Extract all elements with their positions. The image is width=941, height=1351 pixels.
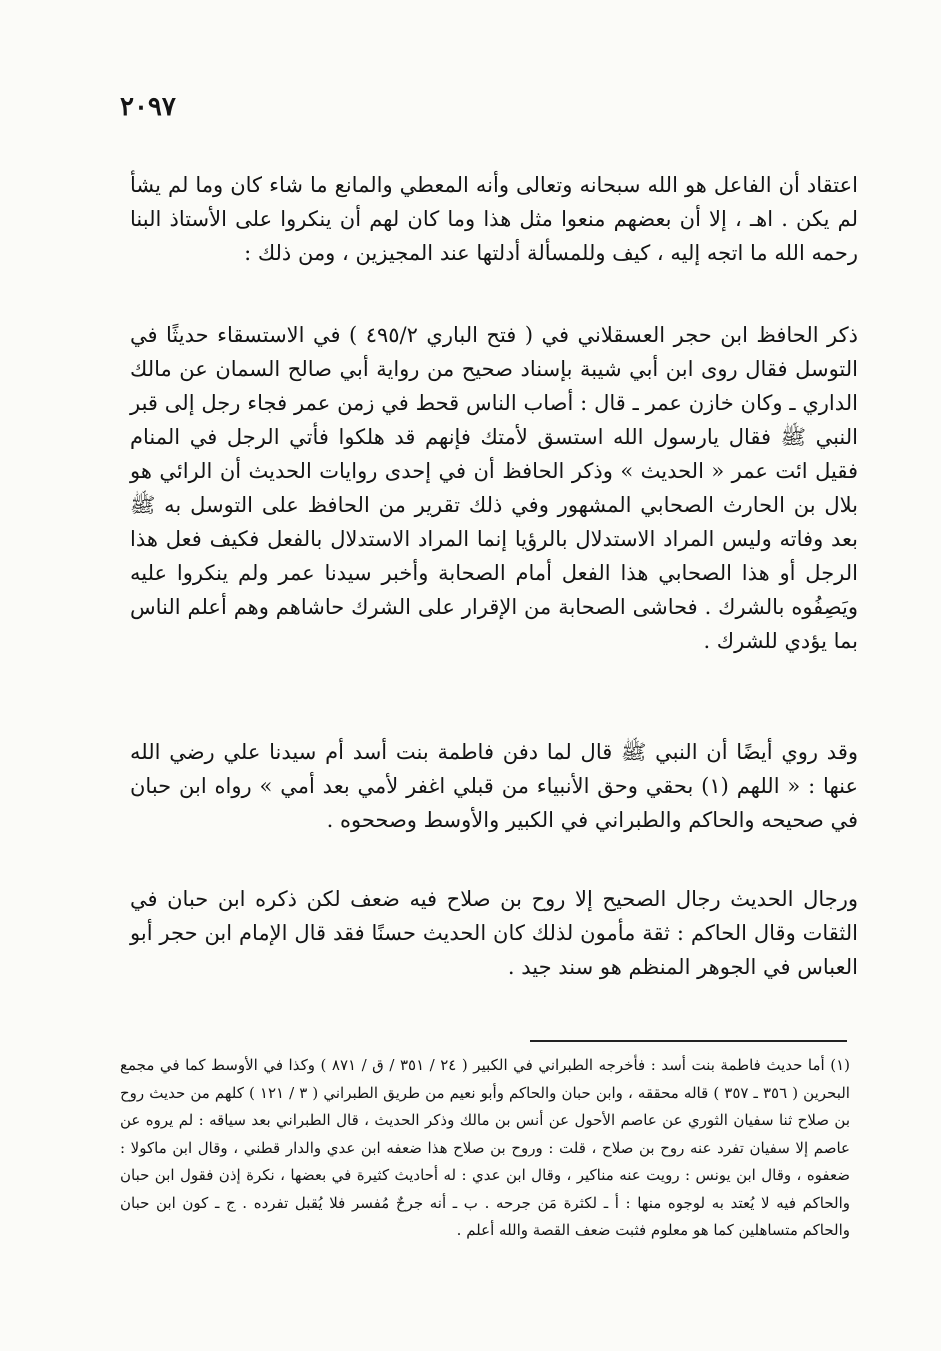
footnote-text: (١) أما حديث فاطمة بنت أسد : فأخرجه الطبراني في الكبير ( ٢٤ / ٣٥١ / ق / ٨٧١ ) وكذا في الأوسط كما في مجمع البحرين ( ٣٥٦ ـ ٣٥٧ ) قاله محققه ، وابن حبان والحاكم وأبو نعيم من طريق الطبراني ( ٣ / ١٢١ ) كلهم من حديث روح بن صلاح ثنا سفيان الثوري عن عاصم الأحول عن أنس بن مالك وذكر الحديث ، قال الطبراني بعد سياقه : لم يروه عن عاصم إلا سفيان تفرد عنه روح بن صلاح ، قلت : وروح بن صلاح هذا ضعفه ابن عدي والدار قطني ، وقال ابن ماكولا : ضعفوه ، وقال ابن يونس : رويت عنه مناكير ، وقال ابن عدي : له أحاديث كثيرة في بعضها ، نكرة إذن فقول ابن حبان والحاكم فيه لا يُعتد به لوجوه منها : أ ـ لكثرة مَن جرحه . ب ـ أنه جرحٌ مُفسر فلا يُقبل تفرده . ج ـ كون ابن حبان والحاكم متساهلين كما هو معلوم فثبت ضعف القصة والله أعلم . (120, 1056, 851, 1239)
page-number: ٢٠٩٧ (120, 92, 176, 122)
body-paragraph-4 (130, 882, 858, 984)
footnote-separator (530, 1040, 847, 1042)
body-paragraph-3 (130, 735, 858, 837)
paragraph-text: اعتقاد أن الفاعل هو الله سبحانه وتعالى وأنه المعطي والمانع ما شاء كان وما لم يشأ لم يكن . اهـ ، إلا أن بعضهم منعوا مثل هذا وما كان لهم أن ينكروا على الأستاذ البنا رحمه الله ما اتجه إليه ، كيف وللمسألة أدلتها عند المجيزين ، ومن ذلك : (130, 173, 858, 265)
body-paragraph-2 (130, 318, 858, 658)
paragraph-text: وقد روي أيضًا أن النبي ﷺ قال لما دفن فاطمة بنت أسد أم سيدنا علي رضي الله عنها : « اللهم (١) بحقي وحق الأنبياء من قبلي اغفر لأمي بعد أمي » رواه ابن حبان في صحيحه والحاكم والطبراني في الكبير والأوسط وصححوه . (130, 740, 858, 832)
paragraph-text: ورجال الحديث رجال الصحيح إلا روح بن صلاح فيه ضعف لكن ذكره ابن حبان في الثقات وقال الحاكم : ثقة مأمون لذلك كان الحديث حسنًا فقد قال الإمام ابن حجر أبو العباس في الجوهر المنظم هو سند جيد . (130, 887, 858, 979)
body-paragraph-1 (130, 168, 858, 270)
footnote (120, 1052, 850, 1245)
paragraph-text: ذكر الحافظ ابن حجر العسقلاني في ( فتح الباري ٤٩٥/٢ ) في الاستسقاء حديثًا في التوسل فقال روى ابن أبي شيبة بإسناد صحيح من رواية أبي صالح السمان عن مالك الداري ـ وكان خازن عمر ـ قال : أصاب الناس قحط في زمن عمر فجاء رجل إلى قبر النبي ﷺ فقال يارسول الله استسق لأمتك فإنهم قد هلكوا فأتي الرجل في المنام فقيل ائت عمر « الحديث » وذكر الحافظ أن في إحدى روايات الحديث أن الرائي هو بلال بن الحارث الصحابي المشهور وفي ذلك تقرير من الحافظ على التوسل به ﷺ بعد وفاته وليس المراد الاستدلال بالرؤيا إنما المراد الاستدلال بالفعل فكيف فعل هذا الرجل أو هذا الصحابي هذا الفعل أمام الصحابة وأخبر سيدنا عمر ولم ينكروا عليه ويَصِفُوه بالشرك . فحاشى الصحابة من الإقرار على الشرك حاشاهم وهم أعلم الناس بما يؤدي للشرك . (130, 323, 858, 653)
